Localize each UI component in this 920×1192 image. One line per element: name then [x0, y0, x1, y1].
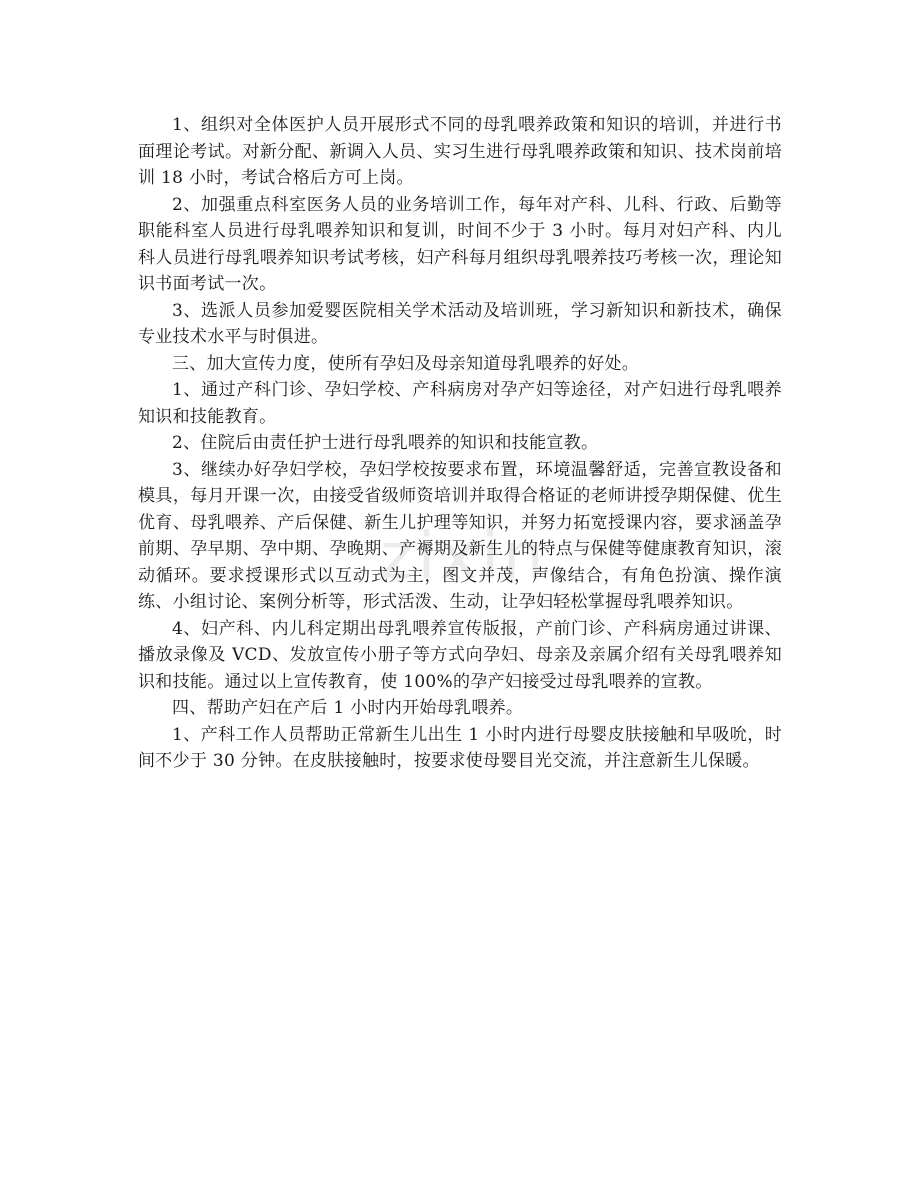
- section-heading-three: 三、加大宣传力度，使所有孕妇及母亲知道母乳喂养的好处。: [172, 353, 640, 374]
- paragraph-training-1: 1、组织对全体医护人员开展形式不同的母乳喂养政策和知识的培训，并进行书面理论考试。对新分配、新调入人员、实习生进行母乳喂养政策和知识、技术岗前培训 18 小时，考试合格后方可上岗。: [138, 115, 782, 188]
- paragraph-publicity-1: 1、通过产科门诊、孕妇学校、产科病房对孕产妇等途径，对产妇进行母乳喂养知识和技能教育。: [138, 380, 782, 427]
- paragraph-publicity-2: 2、住院后由责任护士进行母乳喂养的知识和技能宣教。: [172, 433, 599, 453]
- watermark: zixin: [380, 520, 548, 594]
- paragraph-training-3: 3、选派人员参加爱婴医院相关学术活动及培训班，学习新知识和新技术，确保专业技术水平与时俱进。: [138, 300, 782, 347]
- paragraph-postpartum-1: 1、产科工作人员帮助正常新生儿出生 1 小时内进行母婴皮肤接触和早吸吮，时间不少于 30 分钟。在皮肤接触时，按要求使母婴目光交流，并注意新生儿保暖。: [138, 724, 782, 771]
- section-heading-four: 四、帮助产妇在产后 1 小时内开始母乳喂养。: [172, 698, 524, 718]
- paragraph-training-2: 2、加强重点科室医务人员的业务培训工作，每年对产科、儿科、行政、后勤等职能科室人员进行母乳喂养知识和复训，时间不少于 3 小时。每月对妇产科、内儿科人员进行母乳喂养知识考试考核，妇产科每月组织母乳喂养技巧考核一次，理论知识书面考试一次。: [138, 194, 782, 294]
- paragraph-publicity-4: 4、妇产科、内儿科定期出母乳喂养宣传版报，产前门诊、产科病房通过讲课、播放录像及 VCD、发放宣传小册子等方式向孕妇、母亲及亲属介绍有关母乳喂养知识和技能。通过以上宣传教育，使 100%的孕产妇接受过母乳喂养的宣教。: [138, 618, 782, 692]
- document-body: [138, 112, 782, 775]
- paragraph-publicity-3: 3、继续办好孕妇学校，孕妇学校按要求布置，环境温馨舒适，完善宣教设备和模具，每月开课一次，由接受省级师资培训并取得合格证的老师讲授孕期保健、优生优育、母乳喂养、产后保健、新生儿护理等知识，并努力拓宽授课内容，要求涵盖孕前期、孕早期、孕中期、孕晚期、产褥期及新生儿的特点与保健等健康教育知识，滚动循环。要求授课形式以互动式为主，图文并茂，声像结合，有角色扮演、操作演练、小组讨论、案例分析等，形式活泼、生动，让孕妇轻松掌握母乳喂养知识。: [138, 459, 782, 612]
